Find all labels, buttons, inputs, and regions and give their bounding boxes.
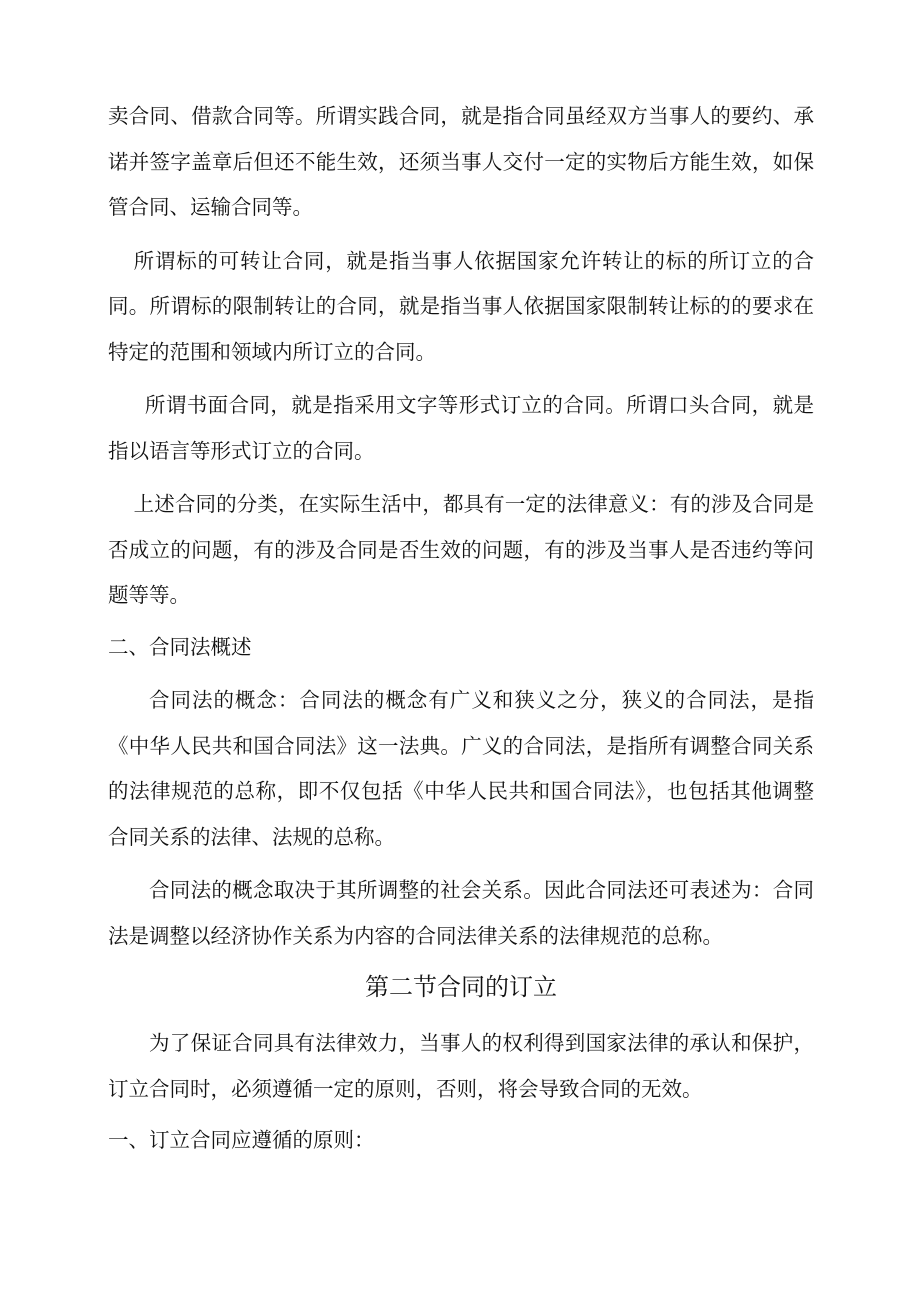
section-title-contract-formation: 第二节合同的订立 bbox=[365, 973, 557, 1001]
paragraph-written-oral-contracts: 所谓书面合同，就是指采用文字等形式订立的合同。所谓口头合同，就是指以语言等形式订立的合同。 bbox=[108, 393, 814, 463]
paragraph-contract-types-continued: 卖合同、借款合同等。所谓实践合同，就是指合同虽经双方当事人的要约、承诺并签字盖章后但还不能生效，还须当事人交付一定的实物后方能生效，如保管合同、运输合同等。 bbox=[108, 104, 814, 219]
paragraph-contract-law-definition: 合同法的概念取决于其所调整的社会关系。因此合同法还可表述为：合同法是调整以经济协作关系为内容的合同法律关系的法律规范的总称。 bbox=[108, 878, 814, 948]
paragraph-formation-intro: 为了保证合同具有法律效力，当事人的权利得到国家法律的承认和保护，订立合同时，必须遵循一定的原则，否则，将会导致合同的无效。 bbox=[108, 1031, 814, 1101]
paragraph-transferable-contracts: 所谓标的可转让合同，就是指当事人依据国家允许转让的标的所订立的合同。所谓标的限制转让的合同，就是指当事人依据国家限制转让标的的要求在特定的范围和领域内所订立的合同。 bbox=[108, 248, 814, 364]
heading-contract-law-overview: 二、合同法概述 bbox=[108, 634, 252, 659]
paragraph-classification-significance: 上述合同的分类，在实际生活中，都具有一定的法律意义：有的涉及合同是否成立的问题，有的涉及合同是否生效的问题，有的涉及当事人是否违约等问题等等。 bbox=[108, 492, 814, 607]
heading-formation-principles: 一、订立合同应遵循的原则： bbox=[108, 1128, 375, 1152]
paragraph-contract-law-concept: 合同法的概念：合同法的概念有广义和狭义之分，狭义的合同法，是指《中华人民共和国合同法》这一法典。广义的合同法，是指所有调整合同关系的法律规范的总称，即不仅包括《中华人民共和国合同法》，也包括其他调整合同关系的法律、法规的总称。 bbox=[108, 688, 814, 849]
